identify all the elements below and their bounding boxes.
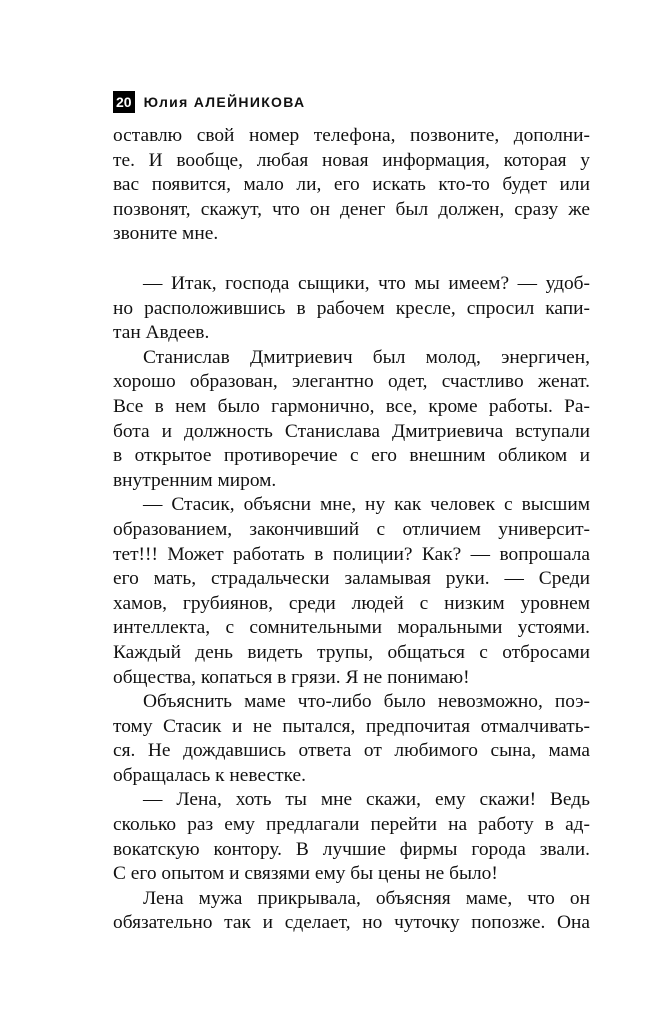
- text-line: интеллекта, с сомнительными моральными устоями.: [113, 617, 590, 639]
- text-line: хамов, грубиянов, среди людей с низким уровнем: [113, 592, 590, 614]
- page-header: [113, 90, 305, 114]
- text-line: — Стасик, объясни мне, ну как человек с высшим: [143, 494, 590, 516]
- text-line: образованием, закончивший с отличием университ-: [113, 518, 590, 540]
- page-number: 20: [113, 91, 135, 113]
- text-line: обращалась к невестке.: [113, 764, 307, 786]
- text-line: сколько раз ему предлагали перейти на работу в ад-: [113, 814, 590, 836]
- text-line: Объяснить маме что-либо было невозможно, поэ-: [143, 691, 590, 713]
- text-line: бота и должность Станислава Дмитриевича вступали: [113, 420, 590, 442]
- text-line: оставлю свой номер телефона, позвоните, дополни-: [113, 125, 590, 146]
- text-section-1: [113, 124, 590, 247]
- running-head: Юлия АЛЕЙНИКОВА: [143, 94, 306, 110]
- text-line: Все в нем было гармонично, все, кроме работы. Ра-: [113, 395, 590, 417]
- text-line: вокатскую контору. В лучшие фирмы города звали.: [113, 838, 590, 860]
- text-line: — Итак, господа сыщики, что мы имеем? — удоб-: [143, 273, 590, 294]
- text-line: вас появится, мало ли, его искать кто-то будет или: [113, 174, 590, 196]
- text-line: общества, копаться в грязи. Я не понимаю!: [113, 666, 470, 688]
- text-line: тет!!! Может работать в полиции? Как? — вопрошала: [113, 543, 590, 565]
- text-line: хорошо образован, элегантно одет, счастливо женат.: [113, 371, 590, 393]
- text-line: Лена мужа прикрывала, объясняя маме, что он: [143, 887, 590, 909]
- text-line: позвонят, скажут, что он денег был должен, сразу же: [113, 198, 590, 220]
- text-line: но расположившись в рабочем кресле, спросил капи-: [113, 297, 590, 319]
- text-line: Каждый день видеть трупы, общаться с отбросами: [113, 641, 590, 663]
- text-line: его мать, страдальчески заламывая руки. — Среди: [113, 568, 590, 590]
- text-line: те. И вообще, любая новая информация, которая у: [113, 149, 590, 171]
- text-line: звоните мне.: [113, 223, 219, 245]
- text-line: С его опытом и связями ему бы цены не было!: [113, 863, 498, 885]
- text-line: в открытое противоречие с его внешним обликом и: [113, 445, 590, 467]
- text-section-2: [113, 272, 590, 936]
- text-line: ся. Не дождавшись ответа от любимого сына, мама: [113, 740, 590, 762]
- text-line: обязательно так и сделает, но чуточку попозже. Она: [113, 912, 590, 934]
- text-line: — Лена, хоть ты мне скажи, ему скажи! Ведь: [143, 789, 590, 811]
- text-line: тому Стасик и не пытался, предпочитая отмалчивать-: [113, 715, 590, 737]
- text-line: внутренним миром.: [113, 469, 277, 491]
- text-line: Станислав Дмитриевич был молод, энергичен,: [143, 346, 590, 368]
- text-line: тан Авдеев.: [113, 322, 210, 344]
